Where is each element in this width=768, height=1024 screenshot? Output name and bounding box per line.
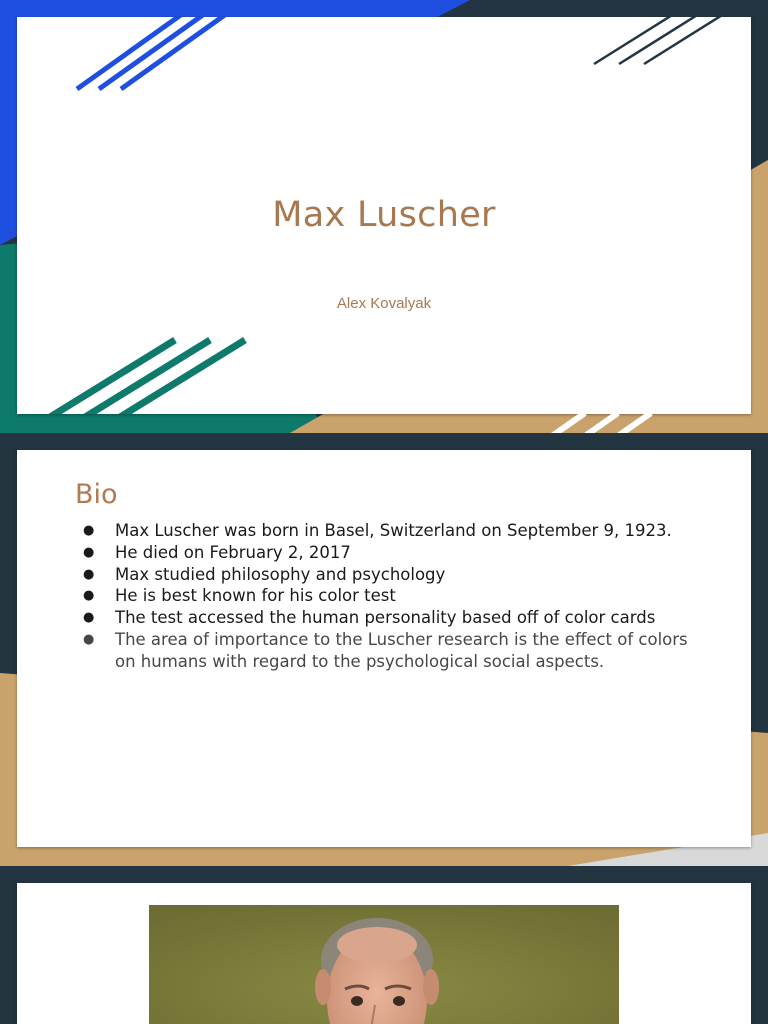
list-item [79, 564, 699, 586]
list-item [79, 585, 699, 607]
author-name: Alex Kovalyak [336, 295, 432, 312]
bio-slide [0, 433, 768, 866]
bullet-icon: ● [83, 588, 95, 604]
bullet-icon: ● [83, 610, 95, 626]
list-item-text: The area of importance to the Luscher research is the effect of colors on humans with regard to the psychological social aspects. [115, 629, 688, 671]
list-item [79, 542, 699, 564]
photo-slide [0, 866, 768, 1024]
list-item-text: The test accessed the human personality based off of color cards [115, 608, 656, 628]
title-slide [0, 0, 768, 433]
list-item-text: Max Luscher was born in Basel, Switzerland on September 9, 1923. [115, 521, 672, 540]
bio-card [17, 450, 751, 847]
title-card [17, 17, 751, 414]
list-item [79, 629, 699, 673]
bullet-icon: ● [83, 566, 95, 582]
portrait-illustration [149, 905, 619, 1024]
portrait-photo [149, 905, 619, 1024]
bullet-icon: ● [83, 631, 95, 647]
bio-heading: Bio [75, 479, 118, 510]
list-item-text: Max studied philosophy and psychology [115, 564, 446, 584]
bullet-icon: ● [83, 544, 95, 560]
presentation-title: Max Luscher [272, 195, 496, 235]
photo-card [17, 883, 751, 1024]
list-item-text: He is best known for his color test [115, 586, 396, 606]
list-item [79, 607, 699, 629]
bio-list [79, 520, 699, 673]
list-item-text: He died on February 2, 2017 [115, 542, 351, 562]
list-item [79, 520, 699, 542]
bullet-icon: ● [83, 523, 95, 538]
